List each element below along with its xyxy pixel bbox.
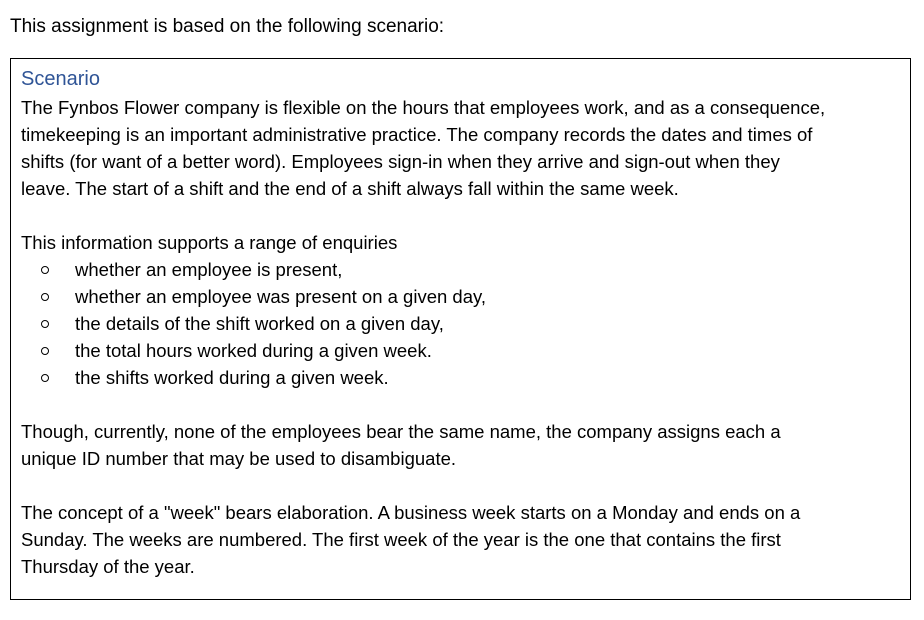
scenario-box bbox=[10, 58, 911, 600]
list-item bbox=[21, 283, 900, 310]
paragraph-gap bbox=[21, 391, 900, 418]
text-line: unique ID number that may be used to disambiguate. bbox=[21, 448, 457, 469]
scenario-paragraph-3 bbox=[21, 499, 900, 580]
list-item bbox=[21, 337, 900, 364]
list-item-text: the shifts worked during a given week. bbox=[75, 367, 389, 388]
text-line: The concept of a "week" bears elaboration. A business week starts on a Monday and ends on a bbox=[21, 502, 801, 523]
text-line: This information supports a range of enquiries bbox=[21, 232, 398, 253]
text-line: shifts (for want of a better word). Employees sign-in when they arrive and sign-out when they bbox=[21, 151, 780, 172]
hollow-circle-bullet-icon bbox=[41, 347, 49, 355]
paragraph-gap bbox=[21, 472, 900, 499]
paragraph-gap bbox=[21, 202, 900, 229]
hollow-circle-bullet-icon bbox=[41, 320, 49, 328]
scenario-heading: Scenario bbox=[21, 68, 100, 90]
list-item bbox=[21, 364, 900, 391]
list-item bbox=[21, 256, 900, 283]
hollow-circle-bullet-icon bbox=[41, 266, 49, 274]
text-line: Though, currently, none of the employees bear the same name, the company assigns each a bbox=[21, 421, 781, 442]
enquiries-list bbox=[21, 256, 900, 391]
text-line: Sunday. The weeks are numbered. The first week of the year is the one that contains the first bbox=[21, 529, 781, 550]
assignment-intro: This assignment is based on the following scenario: bbox=[10, 16, 445, 37]
text-line: leave. The start of a shift and the end of a shift always fall within the same week. bbox=[21, 178, 679, 199]
scenario-paragraph-2 bbox=[21, 418, 900, 472]
list-item bbox=[21, 310, 900, 337]
list-item-text: whether an employee was present on a given day, bbox=[75, 286, 487, 307]
text-line: Thursday of the year. bbox=[21, 556, 195, 577]
hollow-circle-bullet-icon bbox=[41, 293, 49, 301]
list-item-text: whether an employee is present, bbox=[75, 259, 343, 280]
scenario-paragraph-1 bbox=[21, 94, 900, 202]
list-item-text: the total hours worked during a given week. bbox=[75, 340, 432, 361]
enquiries-intro bbox=[21, 229, 900, 256]
list-item-text: the details of the shift worked on a given day, bbox=[75, 313, 444, 334]
hollow-circle-bullet-icon bbox=[41, 374, 49, 382]
text-line: timekeeping is an important administrative practice. The company records the dates and times of bbox=[21, 124, 813, 145]
text-line: The Fynbos Flower company is flexible on the hours that employees work, and as a consequence, bbox=[21, 97, 826, 118]
